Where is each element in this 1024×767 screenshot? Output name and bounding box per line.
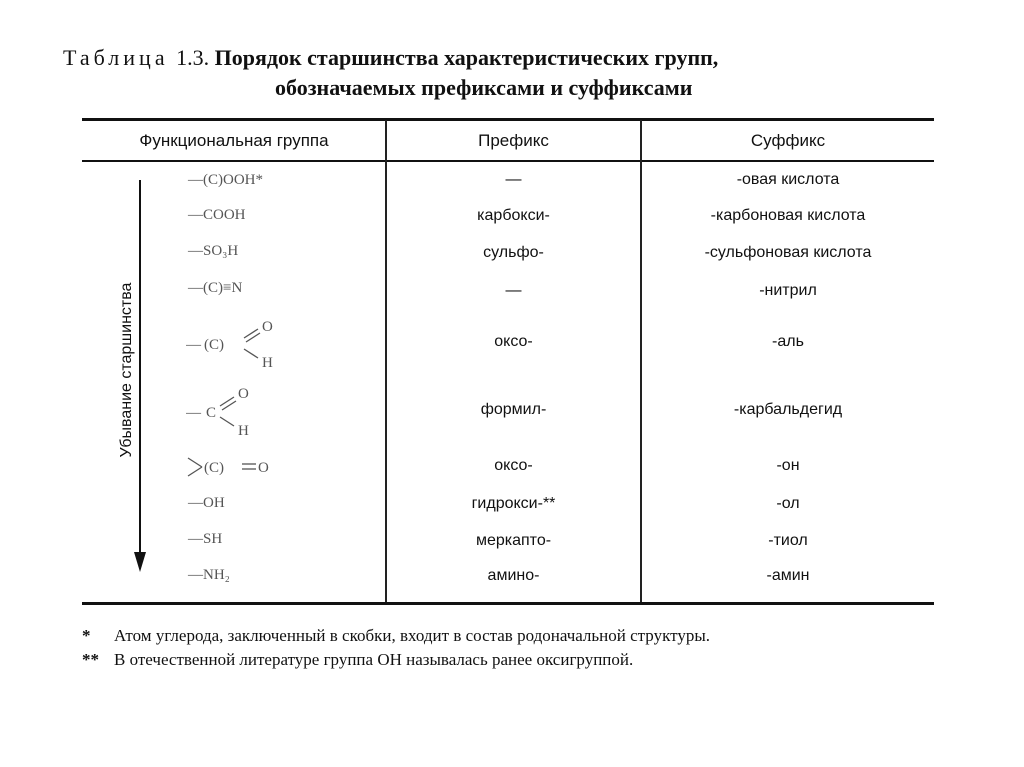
atom-dash: —	[186, 337, 201, 353]
table-row	[188, 495, 225, 512]
atom-o: O	[262, 319, 273, 335]
prefix-cell: оксо-	[494, 457, 533, 474]
formula-formyl	[186, 382, 296, 440]
atom-dash: —	[186, 405, 201, 421]
formula-thiol: —SH	[188, 531, 223, 547]
table-row	[188, 243, 238, 260]
formula-carboxylic-parent: —(C)OOH*	[188, 172, 263, 188]
formula-nitrile: —(C)≡N	[188, 280, 243, 296]
prefix-cell: оксо-	[494, 333, 533, 350]
caption-label: Таблица	[63, 45, 169, 70]
atom-c: C	[206, 405, 217, 421]
table-caption	[63, 44, 719, 100]
prefix-cell: карбокси-	[477, 207, 550, 224]
footnote	[82, 650, 633, 670]
header-suffix: Суффикс	[750, 131, 826, 150]
table-row	[188, 567, 230, 584]
atom-c-paren: (C)	[204, 460, 224, 476]
suffix-cell: -он	[776, 457, 800, 474]
caption-title-line1: Порядок старшинства характеристических групп,	[214, 45, 719, 70]
atom-h: H	[238, 423, 249, 439]
table-top-rule	[82, 118, 934, 121]
table-row	[188, 280, 242, 297]
header-functional-group: Функциональная группа	[139, 131, 329, 150]
table-row	[188, 531, 222, 548]
suffix-cell: -нитрил	[759, 282, 817, 299]
atom-o: O	[238, 386, 249, 402]
suffix-cell: -ол	[776, 495, 800, 512]
formula-hydroxy: —OH	[188, 495, 225, 511]
table-row	[188, 207, 246, 224]
footnote-text: В отечественной литературе группа OH называлась ранее оксигруппой.	[114, 650, 634, 669]
formula-ketone	[186, 453, 296, 481]
formula-amino: —NH₂	[188, 567, 230, 583]
suffix-cell: -амин	[766, 567, 810, 584]
suffix-cell: -карбоновая кислота	[710, 207, 866, 224]
prefix-cell: амино-	[487, 567, 540, 584]
suffix-cell: -карбальдегид	[733, 401, 843, 418]
atom-o: O	[258, 460, 269, 476]
seniority-label: Убывание старшинства	[118, 282, 135, 458]
column-divider-2	[640, 120, 642, 602]
suffix-cell: -тиол	[768, 532, 808, 549]
footnote-mark: **	[82, 650, 99, 669]
prefix-cell: сульфо-	[483, 244, 544, 261]
column-divider-1	[385, 120, 387, 602]
table-row	[188, 172, 263, 189]
formula-carboxyl: —COOH	[188, 207, 246, 223]
header-prefix: Префикс	[478, 131, 549, 150]
prefix-cell: гидрокси-**	[471, 495, 556, 512]
prefix-cell: формил-	[480, 401, 547, 418]
footnote	[82, 626, 710, 646]
atom-c-paren: (C)	[204, 337, 224, 353]
table-bottom-rule	[82, 602, 934, 605]
caption-title-line2: обозначаемых префиксами и суффиксами	[275, 75, 693, 100]
header-bottom-rule	[82, 160, 934, 162]
footnote-text: Атом углерода, заключенный в скобки, входит в состав родоначальной структуры.	[114, 626, 710, 645]
prefix-cell: —	[505, 171, 522, 188]
suffix-cell: -аль	[772, 333, 804, 350]
suffix-cell: -сульфоновая кислота	[704, 244, 872, 261]
formula-aldehyde-parent	[186, 316, 296, 372]
prefix-cell: меркапто-	[475, 532, 552, 549]
suffix-cell: -овая кислота	[736, 171, 840, 188]
caption-number: 1.3.	[176, 45, 210, 70]
atom-h: H	[262, 355, 273, 371]
formula-sulfo: —SO₃H	[188, 243, 239, 259]
prefix-cell: —	[505, 282, 522, 299]
footnote-mark: *	[82, 626, 91, 645]
